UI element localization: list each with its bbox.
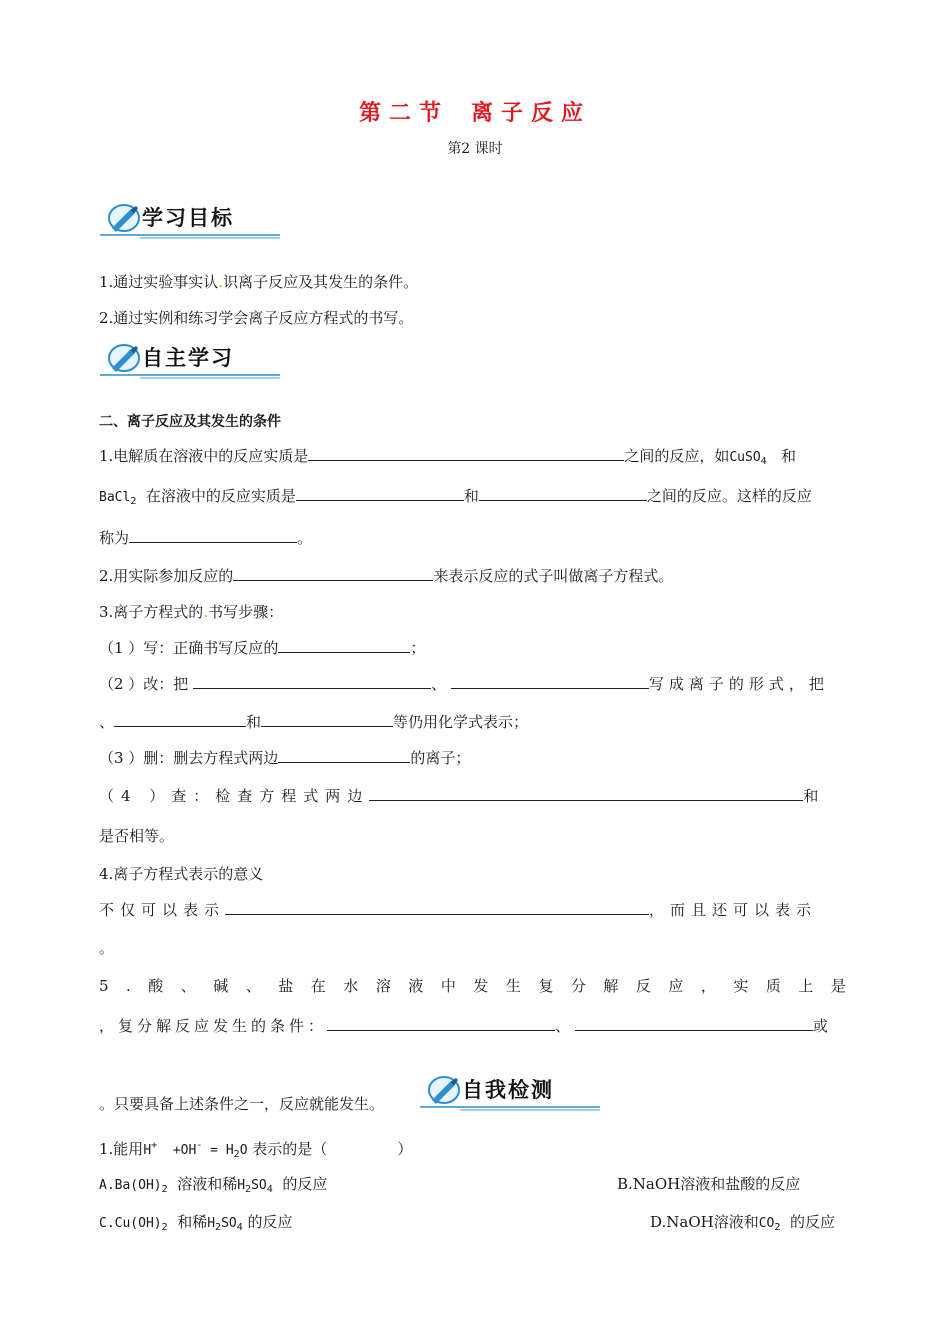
step-1 [99, 638, 425, 658]
step-2-text-d: 、 [99, 713, 115, 731]
answer-blank[interactable] [261, 712, 393, 727]
option-a-text: 溶液和稀 [177, 1175, 238, 1193]
check-q1-text-c: ） [397, 1140, 413, 1158]
accent-dot: . [203, 603, 209, 621]
formula-h2so4: $H_2SO_4$ [207, 1216, 243, 1233]
answer-blank[interactable] [327, 1016, 555, 1031]
q4-text-b: ，而且还可以表示 [649, 901, 818, 919]
q4-text-a: 不仅可以表示 [99, 901, 226, 919]
step-3 [99, 748, 470, 768]
check-q1-text-a: 1.能用 [99, 1140, 144, 1158]
question-5-line-1: 5.酸、碱、盐在水溶液中发生复分解反应，实质上是 [99, 977, 864, 995]
step-2-text-c: 写成离子的形式，把 [648, 675, 829, 693]
q1-text-g: 称为 [99, 529, 130, 547]
step-2-text-f: 等仍用化学式表示； [393, 713, 529, 731]
option-c[interactable] [99, 1212, 293, 1238]
option-d-tail: 的反应 [789, 1213, 835, 1231]
step-2-text-a: （2 ）改：把 [99, 675, 189, 693]
answer-blank[interactable] [233, 566, 433, 581]
check-question-1 [99, 1136, 412, 1165]
section-title-self-check: 自我检测 [462, 1078, 554, 1102]
goal-2: 2.通过实例和练习学会离子反应方程式的书写。 [99, 309, 414, 327]
q1-text-d: 在溶液中的反应实质是 [145, 487, 296, 505]
q5-text-d: 或 [812, 1017, 828, 1035]
step-4-text-a: （4 ）查：检查方程式两边 [99, 787, 370, 805]
question-4: 4.离子方程式表示的意义 [99, 865, 264, 883]
answer-blank[interactable] [193, 674, 431, 689]
goal-1 [99, 272, 418, 292]
answer-blank[interactable] [479, 486, 647, 501]
goal-1-text-a: 1.通过实验事实认 [99, 273, 219, 291]
q1-text-f: 之间的反应。这样的反应 [646, 487, 812, 505]
option-a-formula: $A.Ba(OH)_2$ [99, 1178, 168, 1195]
step-2-line-2 [99, 712, 528, 732]
answer-blank[interactable] [296, 486, 464, 501]
formula-co2: $CO_2$ [758, 1216, 781, 1233]
q3-text-b: 书写步骤： [208, 603, 284, 621]
answer-blank[interactable] [225, 900, 649, 915]
goal-1-text-b: 识离子反应及其发生的条件。 [223, 273, 419, 291]
step-1-text-b: ； [410, 639, 426, 657]
section-title-self-study: 自主学习 [142, 346, 234, 370]
step-4-line-2: 是否相等。 [99, 827, 175, 845]
option-c-formula: $C.Cu(OH)_2$ [99, 1216, 168, 1233]
title-topic: 离子反应 [471, 101, 592, 126]
step-4-line-1 [99, 786, 818, 806]
answer-blank[interactable] [278, 748, 410, 763]
part-heading: 二、离子反应及其发生的条件 [99, 414, 281, 430]
question-1-line-2 [99, 486, 812, 512]
section-title-goals: 学习目标 [142, 206, 234, 230]
ion-equation: $H^+ +OH^- = H_2O$ [143, 1140, 248, 1160]
q3-text-a: 3.离子方程式的 [99, 603, 204, 621]
check-q1-text-b: 表示的是（ [252, 1140, 328, 1158]
step-2-text-e: 和 [246, 713, 262, 731]
option-d[interactable] [650, 1212, 835, 1238]
step-2-line-1 [99, 674, 829, 694]
answer-blank[interactable] [308, 446, 624, 461]
q1-text-h: 。 [297, 529, 313, 547]
question-3 [99, 602, 283, 622]
answer-blank[interactable] [451, 674, 649, 689]
option-c-text: 和稀 [177, 1213, 208, 1231]
question-5-line-3: 。只要具备上述条件之一，反应就能发生。 [99, 1095, 385, 1113]
q5-text-c: 、 [555, 1017, 571, 1035]
title-section-number: 第二节 [358, 101, 449, 126]
q1-text-b: 之间的反应，如 [624, 447, 730, 465]
q1-text-a: 1.电解质在溶液中的反应实质是 [99, 447, 309, 465]
step-4-text-b: 和 [803, 787, 819, 805]
q1-text-c: 和 [781, 447, 797, 465]
formula-bacl2: BaCl$_2$ [99, 490, 137, 507]
question-5-line-2 [99, 1016, 828, 1036]
question-4-line-2 [99, 900, 817, 920]
option-d-text: D.NaOH溶液和 [650, 1213, 759, 1231]
question-1-line-1 [99, 446, 796, 472]
option-a-tail: 的反应 [282, 1175, 328, 1193]
question-4-line-3: 。 [99, 939, 115, 957]
question-2 [99, 566, 673, 586]
option-a[interactable] [99, 1174, 327, 1200]
option-b[interactable]: B.NaOH溶液和盐酸的反应 [617, 1175, 801, 1193]
lesson-subtitle: 第2 课时 [447, 141, 503, 157]
step-3-text-a: （3 ）删：删去方程式两边 [99, 749, 279, 767]
answer-blank[interactable] [129, 528, 297, 543]
page-title [0, 96, 950, 127]
q1-text-e: 和 [463, 487, 479, 505]
section-badge-self-check [420, 1072, 605, 1112]
answer-blank[interactable] [114, 712, 246, 727]
step-1-text-a: （1 ）写：正确书写反应的 [99, 639, 279, 657]
answer-blank[interactable] [278, 638, 410, 653]
question-1-line-3 [99, 528, 312, 548]
option-c-tail: 的反应 [247, 1213, 293, 1231]
section-badge-goals [100, 200, 285, 240]
answer-blank[interactable] [575, 1016, 813, 1031]
q2-text-a: 2.用实际参加反应的 [99, 567, 234, 585]
q5-text-b: ，复分解反应发生的条件： [99, 1017, 328, 1035]
formula-h2so4: $H_2SO_4$ [237, 1178, 273, 1195]
section-badge-self-study [100, 340, 285, 380]
step-2-text-b: 、 [431, 675, 447, 693]
step-3-text-b: 的离子； [410, 749, 471, 767]
q2-text-b: 来表示反应的式子叫做离子方程式。 [433, 567, 674, 585]
formula-cuso4: CuSO$_4$ [729, 450, 767, 467]
accent-dot: . [218, 273, 224, 291]
answer-blank[interactable] [369, 786, 803, 801]
